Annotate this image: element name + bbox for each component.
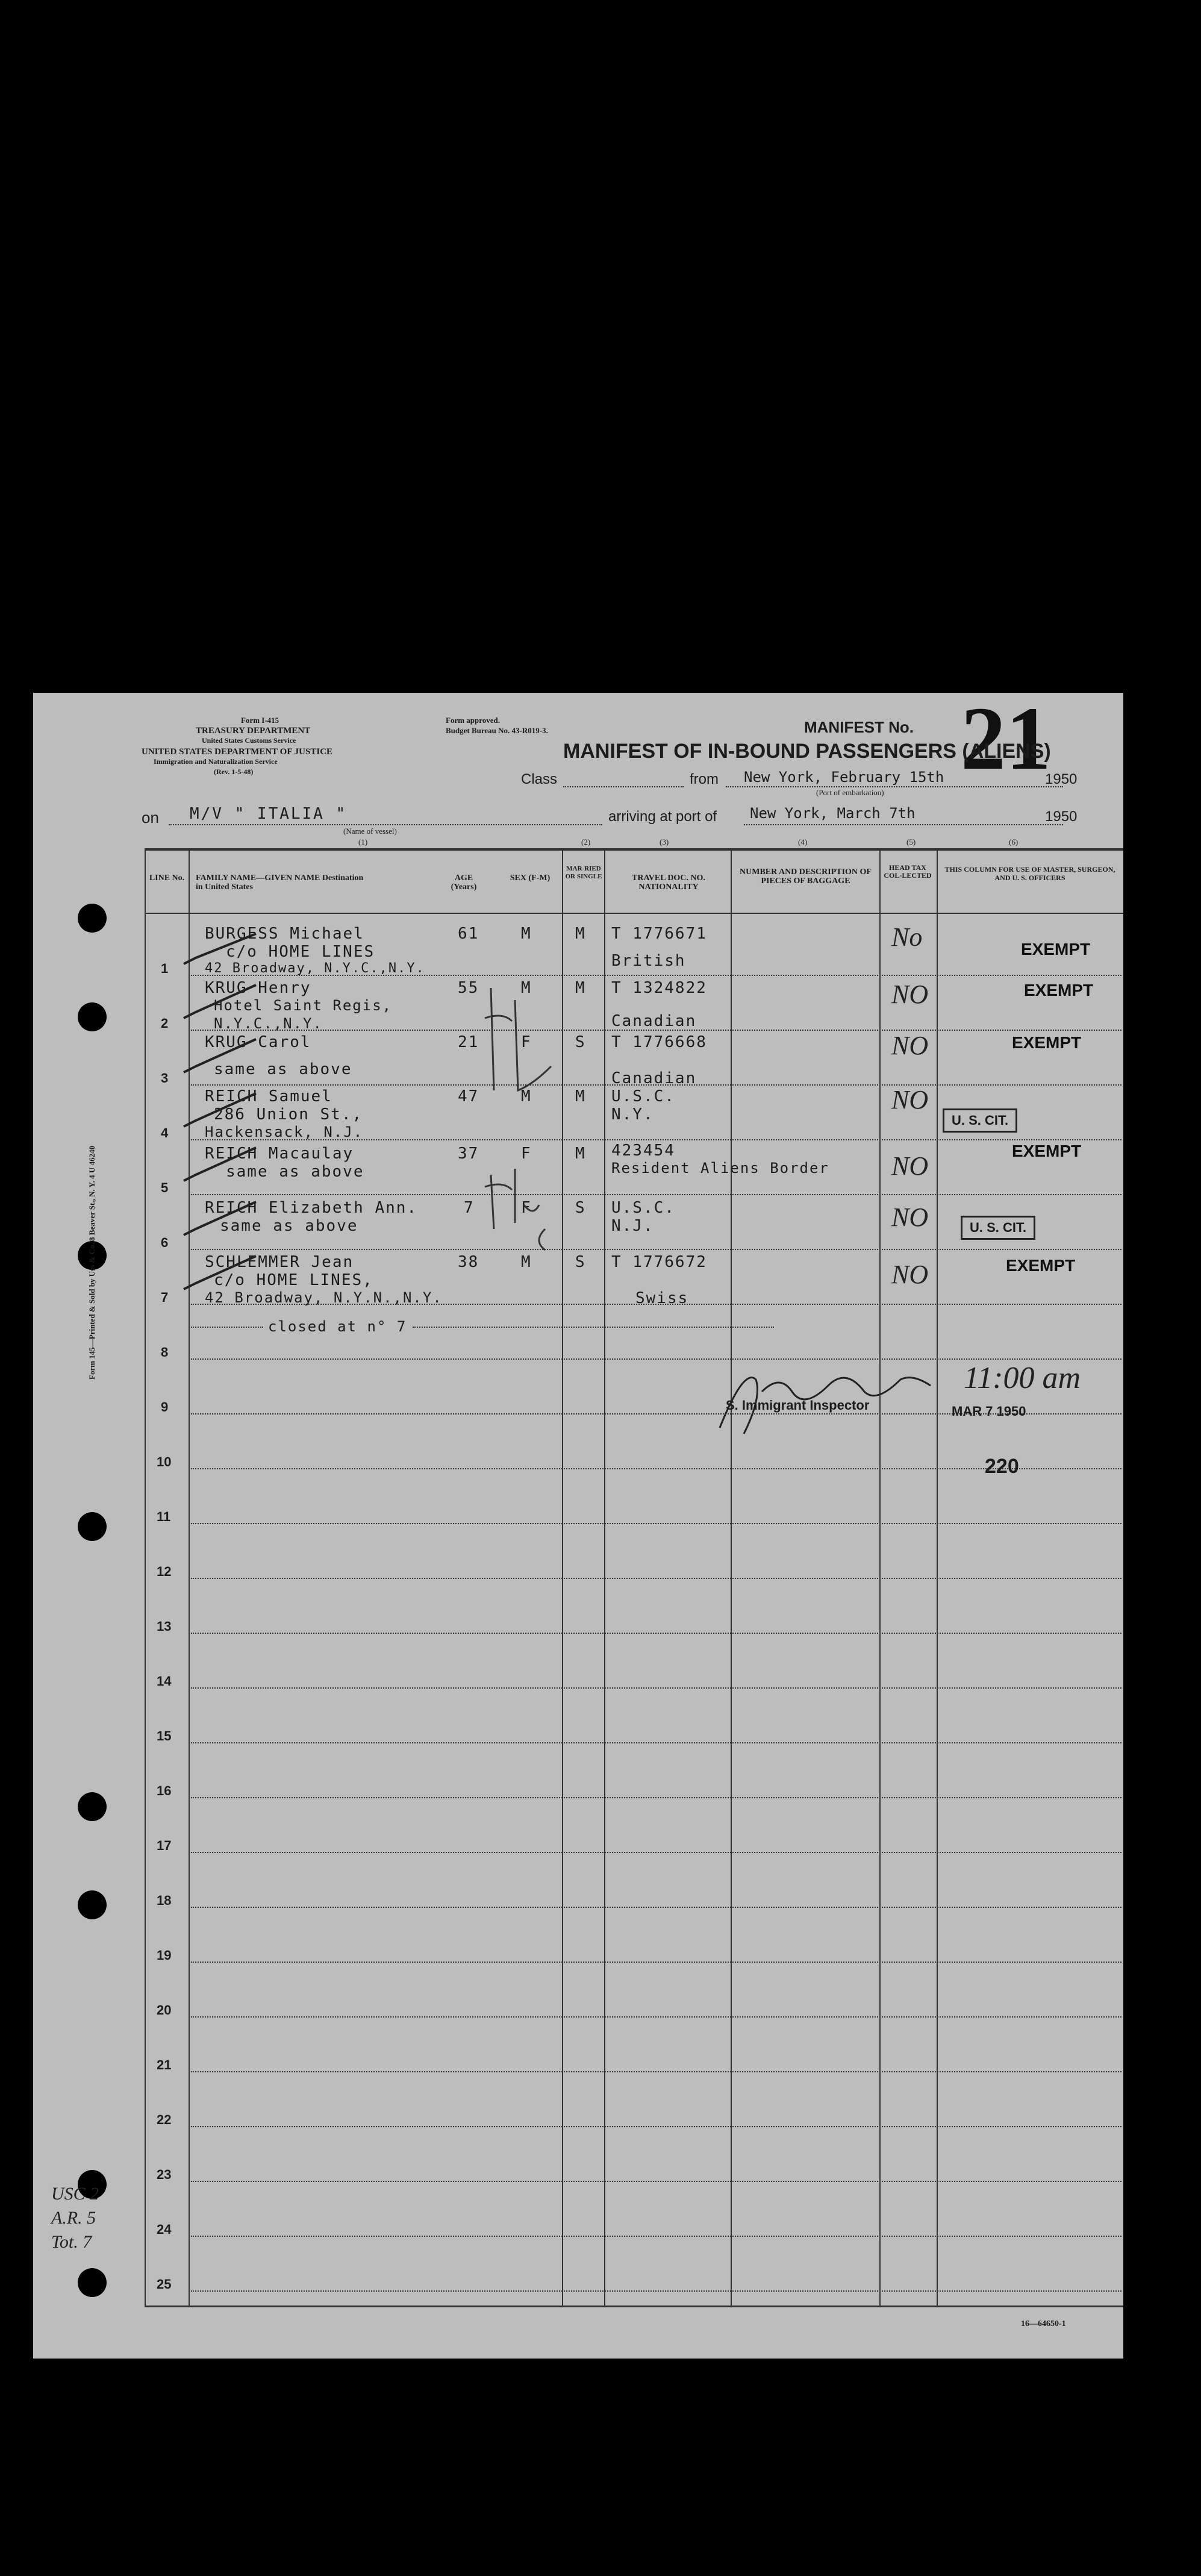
time-note: 11:00 am [964, 1361, 1081, 1395]
line-number: 9 [161, 1399, 169, 1415]
head-tax: NO [891, 1031, 929, 1060]
col-header-married: MAR-RIED OR SINGLE [565, 865, 602, 880]
sex: F [521, 1033, 532, 1051]
head-tax: No [891, 922, 923, 952]
tally-ar: A.R. 5 [51, 2208, 96, 2228]
line-number: 11 [157, 1509, 171, 1524]
nationality: Canadian [611, 1069, 697, 1087]
line-number: 16 [157, 1783, 172, 1798]
travel-doc: U.S.C. [611, 1199, 675, 1217]
from-label: from [690, 771, 719, 787]
passenger-name: REICH Macaulay [205, 1145, 354, 1163]
official-stamp: EXEMPT [1021, 940, 1091, 958]
head-tax: NO [891, 980, 929, 1009]
sex: M [521, 1253, 532, 1271]
marital-status: S [575, 1253, 586, 1271]
punch-hole [78, 2268, 107, 2297]
official-stamp: EXEMPT [1012, 1142, 1082, 1160]
destination-line-1: same as above [220, 1217, 358, 1235]
sex: M [521, 1087, 532, 1105]
sex: M [521, 925, 532, 943]
head-tax: NO [891, 1151, 929, 1181]
destination-line-1: same as above [226, 1163, 364, 1181]
inspector-title: S. Immigrant Inspector [726, 1398, 870, 1413]
passenger-name: REICH Samuel [205, 1087, 332, 1105]
count-stamp: 220 [985, 1455, 1019, 1478]
official-stamp: EXEMPT [1024, 981, 1094, 999]
treasury-dept: TREASURY DEPARTMENT [196, 726, 311, 736]
nationality: N.J. [611, 1217, 654, 1235]
customs-service: United States Customs Service [202, 736, 296, 745]
line-number: 20 [157, 2002, 172, 2018]
destination-line-2: 42 Broadway, N.Y.C.,N.Y. [205, 961, 425, 976]
date-stamp: MAR 7 1950 [952, 1404, 1026, 1419]
travel-doc: T 1776672 [611, 1253, 707, 1271]
col-header-head-tax: HEAD TAX COL-LECTED [884, 863, 932, 880]
destination-line-2: 42 Broadway, N.Y.N.,N.Y. [205, 1289, 443, 1306]
line-number: 24 [157, 2222, 172, 2237]
line-number: 25 [157, 2277, 172, 2292]
col-num-2: (2) [581, 837, 591, 846]
arriving-value: New York, March 7th [750, 805, 916, 822]
line-number: 23 [157, 2167, 172, 2182]
col-header-name: FAMILY NAME—GIVEN NAME Destination in United States [196, 874, 364, 892]
age: 21 [458, 1033, 479, 1051]
destination-line-1: Hotel Saint Regis, [214, 997, 393, 1014]
col-header-baggage: NUMBER AND DESCRIPTION OF PIECES OF BAGGAGE [740, 868, 872, 886]
us-citizen-stamp: U. S. CIT. [943, 1108, 1017, 1133]
nationality: British [611, 952, 686, 970]
col-header-travel: TRAVEL DOC. NO. NATIONALITY [632, 874, 705, 892]
passenger-name: BURGESS Michael [205, 925, 364, 943]
line-number: 8 [161, 1345, 169, 1360]
travel-doc: U.S.C. [611, 1087, 675, 1105]
class-label: Class [521, 771, 558, 787]
marital-status: S [575, 1033, 586, 1051]
line-number: 3 [161, 1071, 169, 1086]
destination-line-1: c/o HOME LINES, [214, 1271, 373, 1289]
col-num-5: (5) [906, 837, 916, 846]
port-embark-caption: (Port of embarkation) [816, 788, 884, 797]
col-header-sex: SEX (F-M) [510, 874, 551, 883]
passenger-name: KRUG Henry [205, 979, 311, 997]
line-number: 2 [161, 1016, 169, 1031]
budget-bureau: Budget Bureau No. 43-R019-3. [446, 726, 548, 735]
destination-line-2: N.Y.C.,N.Y. [214, 1015, 323, 1032]
destination-line-1: same as above [214, 1060, 352, 1078]
punch-hole [78, 1792, 107, 1821]
tally-usc: USC 2 [51, 2184, 99, 2204]
nationality: N.Y. [611, 1105, 654, 1124]
official-stamp: EXEMPT [1006, 1256, 1076, 1275]
printer-imprint: Form 145—Printed & Sold by Uss & Co. 8 Beaver St., N. Y. 4 U 46240 [87, 1145, 96, 1380]
nationality: Resident Aliens Border [611, 1160, 829, 1177]
destination-line-1: c/o HOME LINES [226, 943, 375, 961]
col-num-1: (1) [358, 837, 368, 846]
line-number: 4 [161, 1125, 169, 1140]
line-number: 18 [157, 1893, 172, 1908]
head-tax: NO [891, 1202, 929, 1232]
footer-code: 16—64650-1 [1021, 2319, 1066, 2328]
age: 47 [458, 1087, 479, 1105]
punch-hole [78, 1002, 107, 1031]
punch-hole [78, 904, 107, 933]
line-number: 19 [157, 1948, 172, 1963]
line-number: 13 [157, 1619, 172, 1634]
manifest-sheet [33, 689, 1123, 2359]
punch-hole [78, 1512, 107, 1541]
us-citizen-stamp: U. S. CIT. [961, 1216, 1035, 1240]
marital-status: M [575, 1087, 586, 1105]
travel-doc: T 1776668 [611, 1033, 707, 1051]
on-label: on [142, 808, 159, 827]
passenger-name: KRUG Carol [205, 1033, 311, 1051]
manifest-no: 21 [961, 689, 1051, 789]
rev-date: (Rev. 1-5-48) [214, 767, 254, 776]
line-number: 6 [161, 1235, 169, 1250]
line-number: 22 [157, 2112, 172, 2127]
col-num-6: (6) [1009, 837, 1019, 846]
marital-status: M [575, 925, 586, 943]
head-tax: NO [891, 1260, 929, 1289]
destination-line-1: 286 Union St., [214, 1105, 363, 1124]
line-number: 5 [161, 1180, 169, 1195]
manifest-no-label: MANIFEST No. [804, 718, 914, 736]
closed-note: closed at n° 7 [268, 1318, 407, 1335]
from-value: New York, February 15th [744, 769, 944, 786]
official-stamp: EXEMPT [1012, 1033, 1082, 1052]
vessel-name: M/V " ITALIA " [190, 805, 348, 823]
travel-doc: T 1324822 [611, 979, 707, 997]
nationality: Swiss [635, 1289, 689, 1307]
head-tax: NO [891, 1085, 929, 1114]
col-num-4: (4) [798, 837, 808, 846]
age: 7 [464, 1199, 475, 1217]
line-number: 14 [157, 1674, 172, 1689]
arriving-label: arriving at port of [608, 808, 717, 825]
passenger-name: REICH Elizabeth Ann. [205, 1199, 418, 1217]
line-number: 12 [157, 1564, 172, 1579]
sex: F [521, 1199, 532, 1217]
destination-line-2: Hackensack, N.J. [205, 1124, 364, 1140]
year-1: 1950 [1045, 771, 1078, 787]
travel-doc: 423454 [611, 1142, 675, 1160]
col-header-line: LINE No. [149, 874, 185, 883]
sex: F [521, 1145, 532, 1163]
marital-status: M [575, 1145, 586, 1163]
line-number: 21 [157, 2057, 172, 2072]
line-number: 17 [157, 1838, 172, 1853]
line-number: 1 [161, 961, 169, 976]
sex: M [521, 979, 532, 997]
age: 55 [458, 979, 479, 997]
manifest-title: MANIFEST OF IN-BOUND PASSENGERS (ALIENS) [563, 740, 1051, 763]
line-number: 10 [157, 1454, 172, 1469]
check-marks [178, 922, 268, 1301]
age: 37 [458, 1145, 479, 1163]
nationality: Canadian [611, 1012, 697, 1030]
handwritten-marks [479, 976, 587, 1259]
marital-status: M [575, 979, 586, 997]
vessel-caption: (Name of vessel) [343, 827, 397, 836]
age: 38 [458, 1253, 479, 1271]
punch-hole [78, 1890, 107, 1919]
col-header-age: AGE (Years) [451, 874, 477, 892]
marital-status: S [575, 1199, 586, 1217]
form-approved: Form approved. [446, 716, 501, 725]
col-num-3: (3) [660, 837, 669, 846]
justice-dept: UNITED STATES DEPARTMENT OF JUSTICE [142, 747, 333, 757]
travel-doc: T 1776671 [611, 925, 707, 943]
ins: Immigration and Naturalization Service [154, 757, 278, 766]
year-2: 1950 [1045, 808, 1078, 825]
line-number: 15 [157, 1728, 172, 1743]
tally-total: Tot. 7 [51, 2232, 92, 2252]
col-header-official: THIS COLUMN FOR USE OF MASTER, SURGEON, AND U. S. OFFICERS [944, 865, 1115, 882]
age: 61 [458, 925, 479, 943]
form-number: Form I-415 [241, 716, 279, 725]
passenger-name: SCHLEMMER Jean [205, 1253, 354, 1271]
line-number: 7 [161, 1290, 169, 1305]
